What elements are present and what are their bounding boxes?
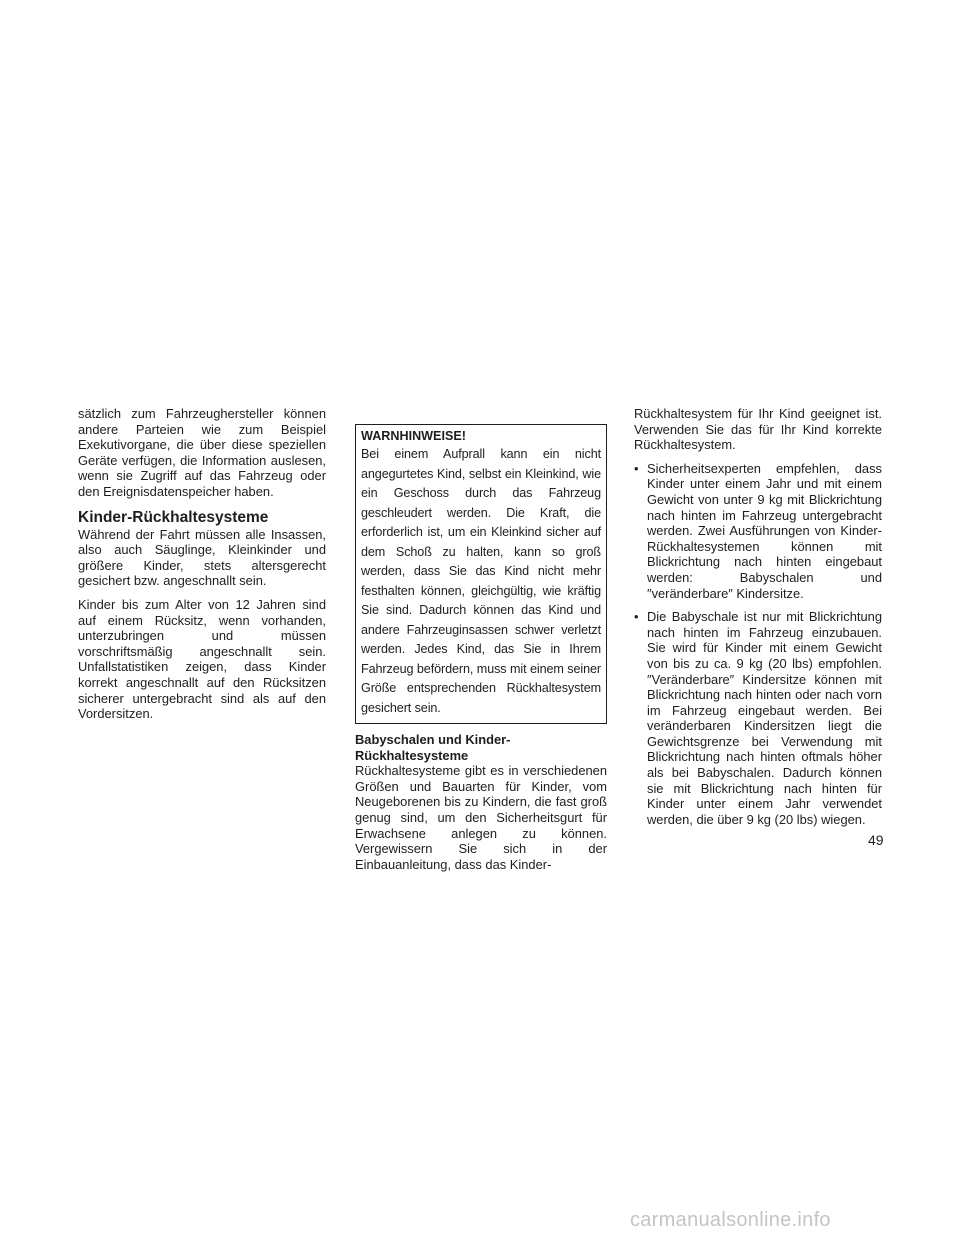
bullet-icon: •	[634, 460, 639, 476]
warning-title: WARNHINWEISE!	[361, 429, 466, 443]
left-column	[78, 406, 326, 722]
warning-text: Bei einem Aufprall kann ein nicht angegurtetes Kind, selbst ein Kleinkind, wie ein Geschoss durch das Fahrzeug geschleudert werden. Die Kraft, die erforderlich ist, um ein Kleinkind sicher auf dem Schoß zu halten, kann so groß werden, dass Sie das Kind nicht mehr festhalten können, gleichgültig, wie kräftig Sie sind. Dadurch können das Kind und andere Fahrzeuginsassen schwer verletzt werden. Jedes Kind, das Sie in Ihrem Fahrzeug befördern, muss mit einem seiner Größe entsprechenden Rückhaltesystem gesichert sein.	[361, 447, 601, 715]
middle-column	[355, 424, 607, 872]
bullet-icon: •	[634, 609, 639, 625]
footer-watermark: carmanualsonline.info	[630, 1209, 831, 1231]
bullet-text: Die Babyschale ist nur mit Blickrichtung nach hinten im Fahrzeug einzubauen. Sie wird für Kinder mit einem Gewicht von bis zu ca. 9 kg (20 lbs) empfohlen. ″Veränderbare″ Kindersitze können mit Blickrichtung nach hinten oder nach vorn im Fahrzeug eingebaut werden. Bei veränderbaren Kindersitzen liegt die Gewichtsgrenze bei Verwendung mit Blickrichtung nach hinten oftmals höher als bei Babyschalen. Dadurch können sie mit Blickrichtung nach hinten für Kinder unter einem Jahr verwendet werden, die über 9 kg (20 lbs) wiegen.	[647, 609, 882, 827]
list-item	[634, 609, 882, 827]
list-item	[634, 461, 882, 601]
right-column	[634, 406, 882, 827]
continued-paragraph: Rückhaltesystem für Ihr Kind geeignet ist. Verwenden Sie das für Ihr Kind korrekte Rückhaltesystem.	[634, 406, 882, 453]
paragraph-restraint-types: Rückhaltesysteme gibt es in verschiedenen Größen und Bauarten für Kinder, vom Neugeborenen bis zu Kindern, die fast groß genug sind, um den Sicherheitsgurt für Erwachsene anlegen zu können. Vergewissern Sie sich in der Einbauanleitung, dass das Kinder-	[355, 763, 607, 872]
subsection-heading: Babyschalen und Kinder-Rückhaltesysteme	[355, 732, 511, 763]
page-number: 49	[868, 832, 884, 848]
section-heading: Kinder-Rückhaltesysteme	[78, 508, 269, 526]
paragraph-occupants: Während der Fahrt müssen alle Insassen, also auch Säuglinge, Kleinkinder und größere Kinder, stets altersgerecht gesichert bzw. angeschnallt sein.	[78, 526, 326, 589]
bullet-text: Sicherheitsexperten empfehlen, dass Kinder unter einem Jahr und mit einem Gewicht von unter 9 kg mit Blickrichtung nach hinten im Fahrzeug untergebracht werden. Zwei Ausführungen von Kinder-Rückhaltesystemen können mit Blickrichtung nach hinten eingebaut werden: Babyschalen und ″veränderbare″ Kindersitze.	[647, 460, 882, 601]
intro-paragraph: sätzlich zum Fahrzeughersteller können andere Parteien wie zum Beispiel Exekutivorgane, die über diese speziellen Geräte verfügen, die Information auslesen, wenn sie Zugriff auf das Fahrzeug oder den Ereignisdatenspeicher haben.	[78, 406, 326, 499]
paragraph-rear-seat: Kinder bis zum Alter von 12 Jahren sind auf einem Rücksitz, wenn vorhanden, unterzubringen und müssen vorschriftsmäßig angeschnallt sein. Unfallstatistiken zeigen, dass Kinder korrekt angeschnallt auf den Rücksitzen sicherer untergebracht sind als auf den Vordersitzen.	[78, 596, 326, 722]
warning-box	[355, 424, 607, 724]
